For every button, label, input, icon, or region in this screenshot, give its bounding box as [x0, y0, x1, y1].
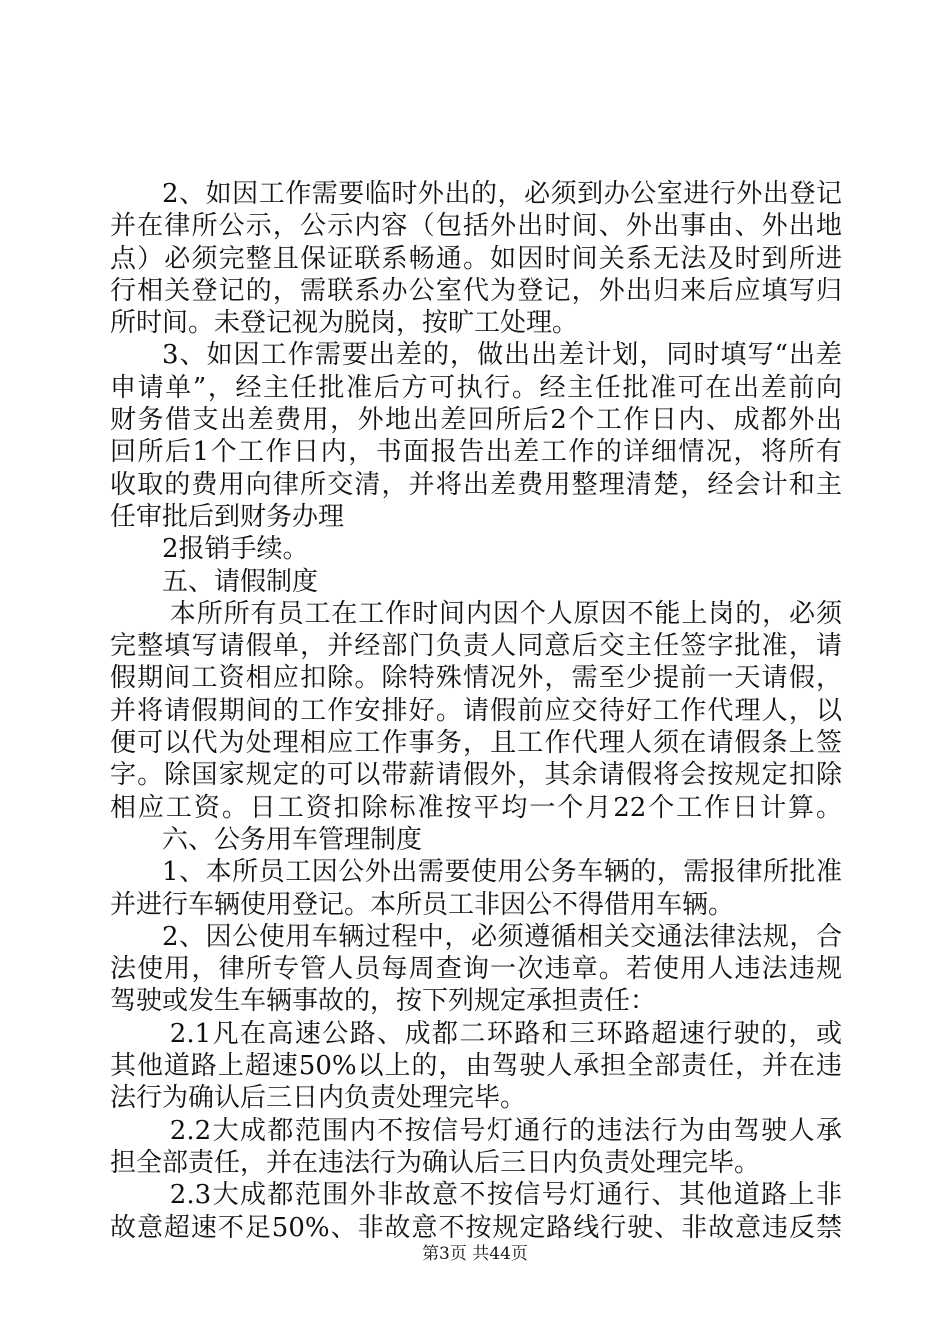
- text-line: 2、因公使用车辆过程中，必须遵循相关交通法律法规，合: [162, 921, 842, 952]
- text-line: 所时间。未登记视为脱岗，按旷工处理。: [110, 308, 579, 339]
- text-line: 2.1凡在高速公路、成都二环路和三环路超速行驶的，或: [169, 1018, 842, 1049]
- text-line: 字。除国家规定的可以带薪请假外，其余请假将会按规定扣除: [110, 760, 842, 791]
- text-line: 驾驶或发生车辆事故的，按下列规定承担责任：: [110, 986, 657, 1017]
- text-line: 2.2大成都范围内不按信号灯通行的违法行为由驾驶人承: [169, 1115, 842, 1146]
- text-line: 便可以代为处理相应工作事务，且工作代理人须在请假条上签: [110, 728, 842, 759]
- text-line: 五、请假制度: [162, 566, 319, 597]
- text-line: 财务借支出差费用，外地出差回所后2个工作日内、成都外出: [110, 405, 842, 436]
- text-line: 2报销手续。: [162, 534, 309, 565]
- text-line: 并在律所公示，公示内容（包括外出时间、外出事由、外出地: [110, 211, 842, 242]
- text-line: 回所后1个工作日内，书面报告出差工作的详细情况，将所有: [110, 437, 842, 468]
- text-line: 并进行车辆使用登记。本所员工非因公不得借用车辆。: [110, 889, 735, 920]
- text-line: 1、本所员工因公外出需要使用公务车辆的，需报律所批准: [162, 857, 842, 888]
- document-body: [110, 178, 842, 1244]
- text-line: 收取的费用向律所交清，并将出差费用整理清楚，经会计和主: [110, 469, 842, 500]
- text-line: 故意超速不足50%、非故意不按规定路线行驶、非故意违反禁: [110, 1212, 842, 1243]
- text-line: 3、如因工作需要出差的，做出出差计划，同时填写“出差: [162, 340, 842, 371]
- text-line: 法使用，律所专管人员每周查询一次违章。若使用人违法违规: [110, 954, 842, 985]
- text-line: 相应工资。日工资扣除标准按平均一个月22个工作日计算。: [110, 792, 842, 823]
- text-line: 其他道路上超速50%以上的，由驾驶人承担全部责任，并在违: [110, 1051, 842, 1082]
- text-line: 行相关登记的，需联系办公室代为登记，外出归来后应填写归: [110, 275, 842, 306]
- text-line: 并将请假期间的工作安排好。请假前应交待好工作代理人，以: [110, 695, 842, 726]
- text-line: 完整填写请假单，并经部门负责人同意后交主任签字批准，请: [110, 631, 842, 662]
- text-line: 担全部责任，并在违法行为确认后三日内负责处理完毕。: [110, 1147, 761, 1178]
- text-line: 本所所有员工在工作时间内因个人原因不能上岗的，必须: [169, 598, 842, 629]
- text-line: 点）必须完整且保证联系畅通。如因时间关系无法及时到所进: [110, 243, 842, 274]
- text-line: 假期间工资相应扣除。除特殊情况外，需至少提前一天请假，: [110, 663, 842, 694]
- text-line: 2、如因工作需要临时外出的，必须到办公室进行外出登记: [162, 179, 842, 209]
- text-line: 法行为确认后三日内负责处理完毕。: [110, 1083, 527, 1114]
- text-line: 六、公务用车管理制度: [162, 824, 423, 855]
- text-line: 2.3大成都范围外非故意不按信号灯通行、其他道路上非: [169, 1180, 842, 1211]
- text-line: 申请单”，经主任批准后方可执行。经主任批准可在出差前向: [110, 372, 842, 403]
- text-line: 任审批后到财务办理: [110, 501, 345, 532]
- page-footer: 第3页 共44页: [422, 1244, 528, 1264]
